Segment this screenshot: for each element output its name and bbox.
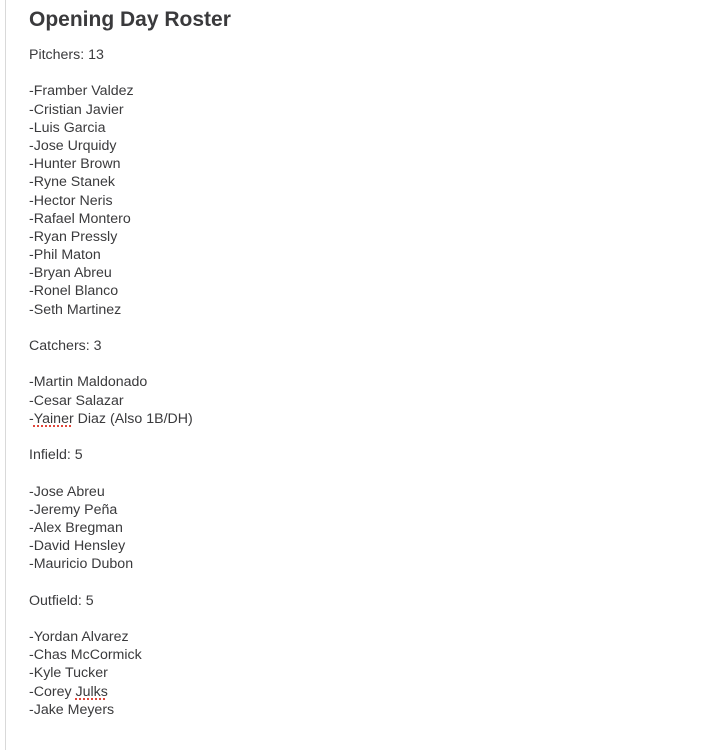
- player-line[interactable]: -David Hensley: [29, 538, 126, 555]
- player-line[interactable]: -Hector Neris: [29, 192, 113, 209]
- blank-line: [29, 64, 709, 82]
- player-line[interactable]: -Seth Martinez: [29, 301, 122, 318]
- player-line[interactable]: [29, 410, 709, 428]
- blank-line: [29, 610, 709, 628]
- player-line[interactable]: -Cristian Javier: [29, 101, 124, 118]
- player-line[interactable]: -Framber Valdez: [29, 83, 134, 100]
- player-suffix: Diaz (Also 1B/DH): [73, 410, 193, 427]
- spellcheck-flagged-word[interactable]: Julks: [75, 683, 108, 700]
- spellcheck-flagged-word[interactable]: Yainer: [33, 410, 74, 427]
- note-title[interactable]: Opening Day Roster: [29, 8, 231, 31]
- player-line[interactable]: -Jeremy Peña: [29, 501, 118, 518]
- player-line[interactable]: -Luis Garcia: [29, 119, 106, 136]
- player-line[interactable]: -Kyle Tucker: [29, 665, 108, 682]
- player-prefix: -: [29, 410, 34, 427]
- player-line[interactable]: -Yordan Alvarez: [29, 629, 129, 645]
- blank-line: [29, 319, 709, 337]
- player-line[interactable]: -Cesar Salazar: [29, 392, 124, 409]
- section-heading-catchers[interactable]: Catchers: 3: [29, 338, 102, 354]
- player-line[interactable]: -Ronel Blanco: [29, 283, 119, 300]
- player-line[interactable]: -Alex Bregman: [29, 519, 123, 536]
- player-line[interactable]: -Phil Maton: [29, 247, 101, 264]
- player-line[interactable]: -Mauricio Dubon: [29, 556, 134, 573]
- player-line[interactable]: -Martin Maldonado: [29, 374, 148, 391]
- section-heading-outfield[interactable]: Outfield: 5: [29, 592, 94, 609]
- blank-line: [29, 464, 709, 482]
- player-prefix: -Corey: [29, 683, 76, 700]
- player-line[interactable]: -Rafael Montero: [29, 210, 131, 227]
- blank-line: [29, 355, 709, 373]
- note-body[interactable]: [29, 6, 709, 719]
- player-line[interactable]: -Jose Urquidy: [29, 137, 117, 154]
- player-line[interactable]: -Chas McCormick: [29, 647, 142, 664]
- section-heading-infield[interactable]: Infield: 5: [29, 447, 83, 464]
- player-line[interactable]: -Ryne Stanek: [29, 174, 115, 191]
- blank-line: [29, 573, 709, 591]
- note-left-border: [5, 0, 6, 750]
- player-line[interactable]: -Ryan Pressly: [29, 228, 118, 245]
- player-line[interactable]: [29, 683, 709, 701]
- player-line[interactable]: -Bryan Abreu: [29, 265, 112, 282]
- player-line[interactable]: -Jake Meyers: [29, 701, 115, 718]
- blank-line: [29, 428, 709, 446]
- player-line[interactable]: -Hunter Brown: [29, 156, 121, 173]
- section-heading-pitchers[interactable]: Pitchers: 13: [29, 47, 104, 63]
- player-line[interactable]: -Jose Abreu: [29, 483, 105, 500]
